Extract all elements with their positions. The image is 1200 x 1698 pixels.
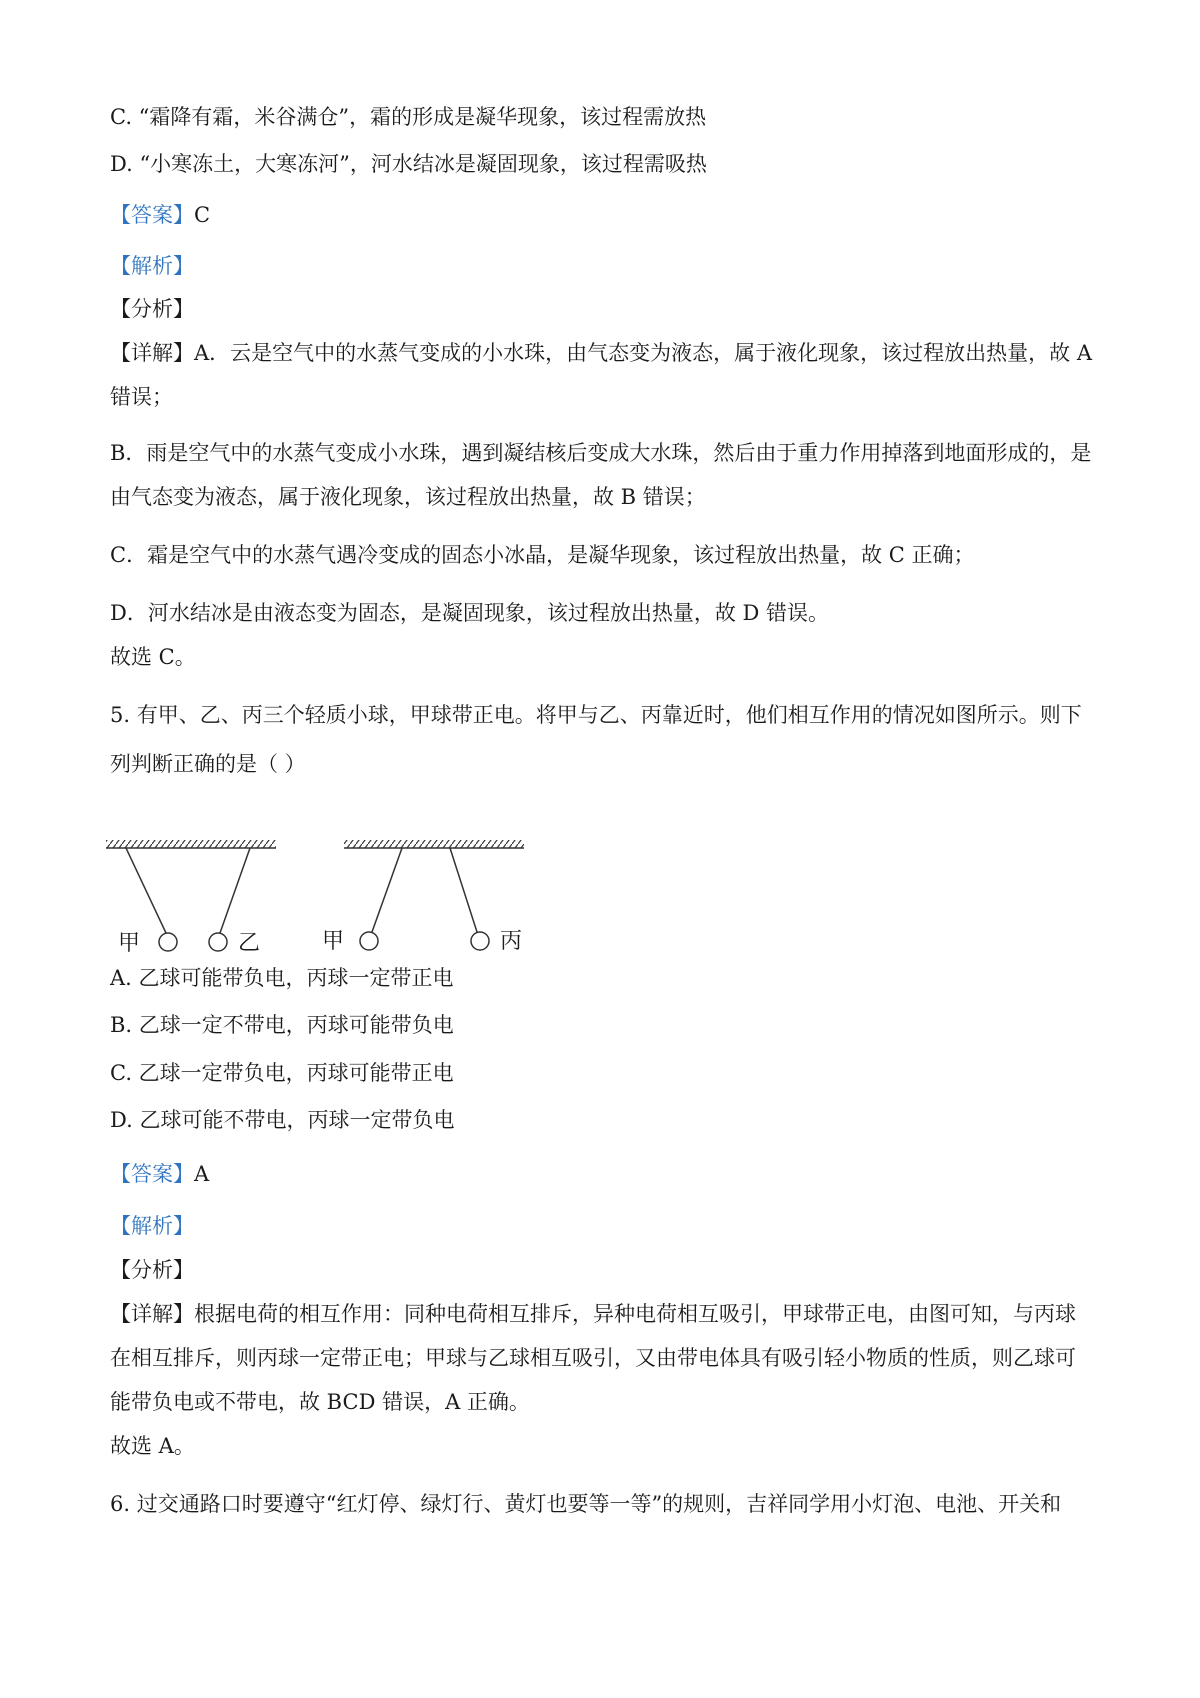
left-ball-yi [209,933,227,951]
q5-detail-line-1: 【详解】根据电荷的相互作用：同种电荷相互排斥，异种电荷相互吸引，甲球带正电，由图可知，与丙球 [110,1302,1076,1326]
q4-conclusion: 故选 C。 [110,645,196,669]
right-label-jia: 甲 [322,929,345,954]
answer-value: A [194,1162,210,1186]
q4-detail-line-2: 错误； [110,385,173,409]
q5-stem-line-2: 列判断正确的是（ ） [110,752,306,776]
q5-detail-line-3: 能带负电或不带电，故 BCD 错误，A 正确。 [110,1390,530,1414]
q4-option-c: C. “霜降有霜，米谷满仓”，霜的形成是凝华现象，该过程需放热 [110,105,707,129]
q5-answer [110,1160,209,1188]
q5-stem-line-1: 5. 有甲、乙、丙三个轻质小球，甲球带正电。将甲与乙、丙靠近时，他们相互作用的情况如图所示。则下 [110,703,1082,727]
left-label-jia: 甲 [118,931,141,954]
q4-d-line: D．河水结冰是由液态变为固态，是凝固现象，该过程放出热量，故 D 错误。 [110,601,830,625]
q5-conclusion: 故选 A。 [110,1434,195,1458]
right-ceiling-hatch [344,840,524,848]
q5-option-a: A. 乙球可能带负电，丙球一定带正电 [110,966,454,990]
left-label-yi: 乙 [238,931,261,954]
right-ball-jia [360,932,378,950]
q4-fenxi: 【分析】 [110,297,194,321]
q5-option-c: C. 乙球一定带负电，丙球可能带正电 [110,1061,454,1085]
left-ball-jia [159,933,177,951]
q5-option-b: B. 乙球一定不带电，丙球可能带负电 [110,1013,454,1037]
answer-value: C [194,203,211,227]
left-thread-1 [126,848,166,933]
q5-figure-svg [104,836,584,954]
answer-tag: 【答案】 [110,1162,194,1186]
q6-stem-line-1: 6. 过交通路口时要遵守“红灯停、绿灯行、黄灯也要等一等”的规则，吉祥同学用小灯泡、电池、开关和 [110,1492,1062,1516]
q5-option-d: D. 乙球可能不带电，丙球一定带负电 [110,1108,455,1132]
q4-b-line-1: B．雨是空气中的水蒸气变成小水珠，遇到凝结核后变成大水珠，然后由于重力作用掉落到地面形成的，是 [110,441,1092,465]
right-thread-2 [450,848,477,932]
right-label-bing: 丙 [500,929,523,954]
left-thread-2 [220,848,250,933]
q4-jiexi-tag: 【解析】 [110,254,194,278]
right-thread-1 [372,848,402,932]
q4-detail-line-1: 【详解】A．云是空气中的水蒸气变成的小水珠，由气态变为液态，属于液化现象，该过程放出热量，故 A [110,341,1093,365]
left-ceiling-hatch [106,840,276,848]
q5-fenxi: 【分析】 [110,1258,194,1282]
q4-b-line-2: 由气态变为液态，属于液化现象，该过程放出热量，故 B 错误； [110,485,706,509]
q4-c-line: C．霜是空气中的水蒸气遇冷变成的固态小冰晶，是凝华现象，该过程放出热量，故 C 正确； [110,543,975,567]
q5-figure [104,836,584,954]
answer-tag: 【答案】 [110,203,194,227]
q4-option-d: D. “小寒冻土，大寒冻河”，河水结冰是凝固现象，该过程需吸热 [110,152,707,176]
q4-answer [110,201,210,229]
q5-detail-line-2: 在相互排斥，则丙球一定带正电；甲球与乙球相互吸引，又由带电体具有吸引轻小物质的性质，则乙球可 [110,1346,1076,1370]
right-ball-bing [471,932,489,950]
q5-jiexi-tag: 【解析】 [110,1214,194,1238]
